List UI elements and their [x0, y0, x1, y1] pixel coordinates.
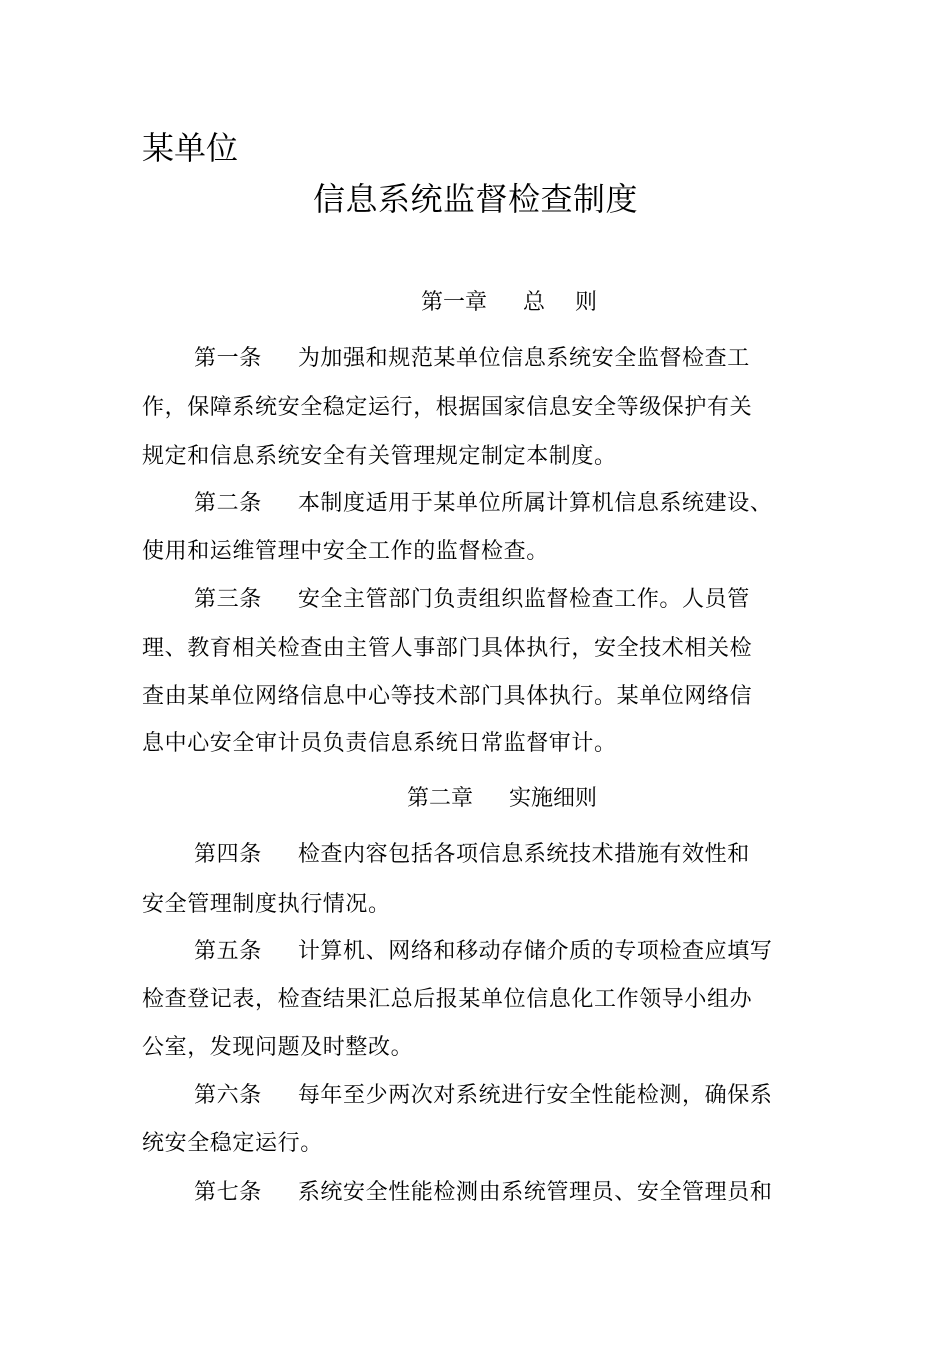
- article-text: 安全主管部门负责组织监督检查工作。人员管: [297, 587, 750, 612]
- article-line: [194, 489, 772, 519]
- article-text: 检查内容包括各项信息系统技术措施有效性和: [297, 842, 750, 867]
- article-number: 第三条: [194, 587, 262, 612]
- article-line: 统安全稳定运行。: [142, 1131, 323, 1156]
- article-line: 公室，发现问题及时整改。: [142, 1035, 414, 1060]
- article-text: 计算机、网络和移动存储介质的专项检查应填写: [297, 939, 773, 964]
- article-line: 查由某单位网络信息中心等技术部门具体执行。某单位网络信: [142, 684, 753, 709]
- article-line: [194, 840, 750, 870]
- article-text: 本制度适用于某单位所属计算机信息系统建设、: [297, 491, 773, 516]
- article-line: [194, 937, 772, 967]
- chapter-name: 总: [523, 290, 546, 315]
- article-text: 系统安全性能检测由系统管理员、安全管理员和: [297, 1180, 773, 1205]
- article-line: [194, 344, 750, 374]
- article-line: [194, 1081, 772, 1111]
- article-line: 检查登记表，检查结果汇总后报某单位信息化工作领导小组办: [142, 987, 753, 1012]
- chapter-heading: [407, 784, 597, 814]
- article-number: 第五条: [194, 939, 262, 964]
- article-number: 第四条: [194, 842, 262, 867]
- organization-name: 某单位: [142, 129, 239, 167]
- article-line: 作，保障系统安全稳定运行，根据国家信息安全等级保护有关: [142, 395, 753, 420]
- article-line: [194, 585, 750, 615]
- article-line: 息中心安全审计员负责信息系统日常监督审计。: [142, 731, 617, 756]
- article-text: 为加强和规范某单位信息系统安全监督检查工: [297, 346, 750, 371]
- chapter-label: 第二章: [407, 786, 474, 811]
- chapter-name: 则: [575, 290, 598, 315]
- article-text: 每年至少两次对系统进行安全性能检测，确保系: [297, 1083, 773, 1108]
- article-number: 第七条: [194, 1180, 262, 1205]
- document-title: 信息系统监督检查制度: [313, 180, 639, 218]
- article-number: 第二条: [194, 491, 262, 516]
- article-line: [194, 1178, 772, 1208]
- article-number: 第一条: [194, 346, 262, 371]
- article-line: 理、教育相关检查由主管人事部门具体执行，安全技术相关检: [142, 636, 753, 661]
- article-line: 使用和运维管理中安全工作的监督检查。: [142, 539, 549, 564]
- article-line: 安全管理制度执行情况。: [142, 892, 391, 917]
- chapter-name: 实施细则: [509, 786, 598, 811]
- chapter-label: 第一章: [421, 290, 488, 315]
- article-line: 规定和信息系统安全有关管理规定制定本制度。: [142, 444, 617, 469]
- article-number: 第六条: [194, 1083, 262, 1108]
- chapter-heading: [421, 288, 597, 318]
